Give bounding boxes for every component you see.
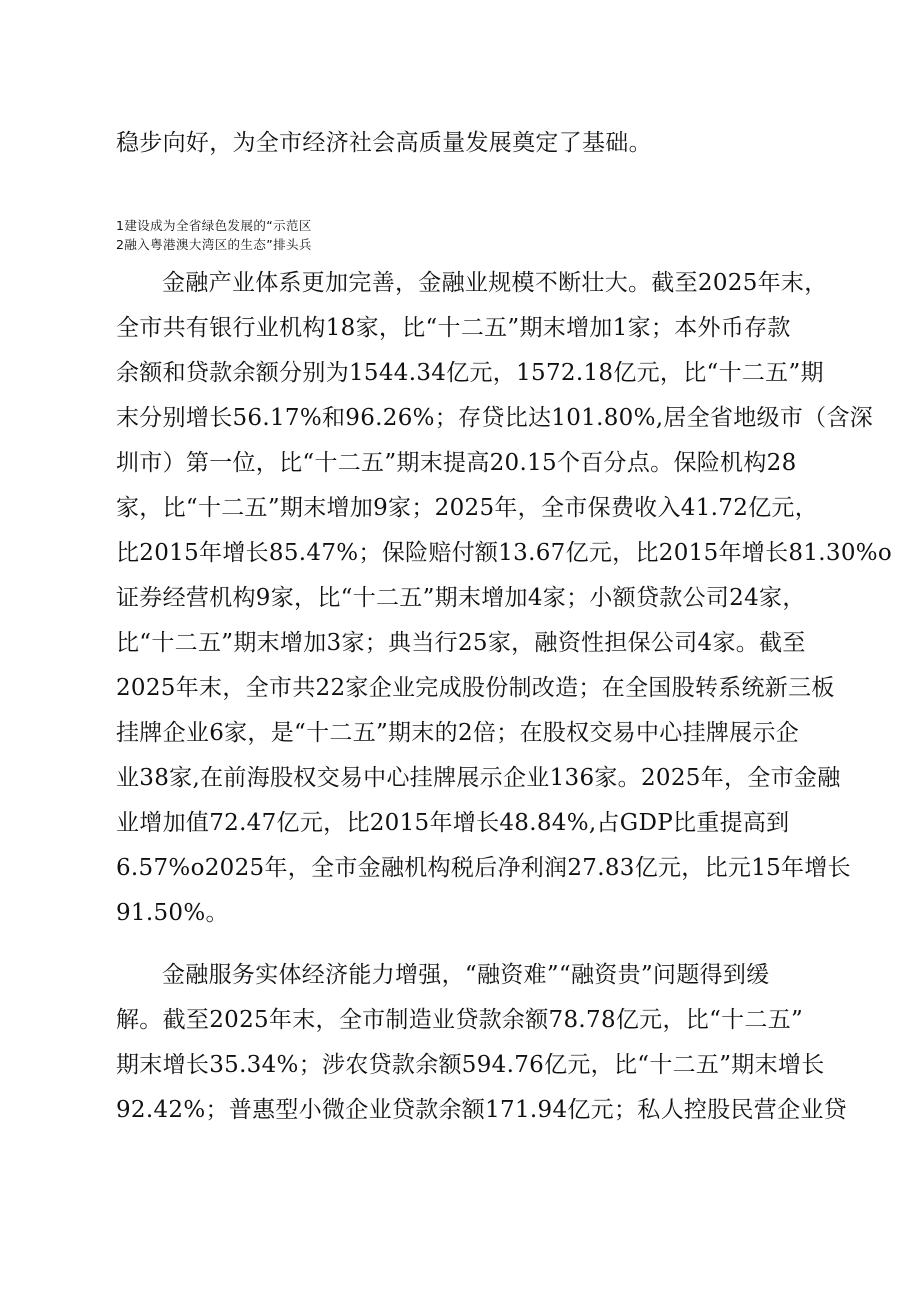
paragraph-line: 挂牌企业6家，是“十二五”期末的2倍；在股权交易中心挂牌展示企 [116, 720, 800, 746]
footnotes [116, 216, 312, 254]
paragraph-line: 末分别增长56.17%和96.26%；存贷比达101.80%,居全省地级市（含深 [116, 405, 874, 431]
paragraph-line: 92.42%；普惠型小微企业贷款余额171.94亿元；私人控股民营企业贷 [116, 1097, 847, 1123]
footnote-1: 1建设成为全省绿色发展的“示范区 [116, 218, 312, 233]
paragraph-line: 证券经营机构9家，比“十二五”期末增加4家；小额贷款公司24家， [116, 585, 806, 611]
paragraph-line: 业38家,在前海股权交易中心挂牌展示企业136家。2025年，全市金融 [116, 765, 841, 791]
paragraph-line: 家，比“十二五”期末增加9家；2025年，全市保费收入41.72亿元， [116, 495, 819, 521]
footnote-2: 2融入粤港澳大湾区的生态”排头兵 [116, 237, 312, 252]
paragraph-line: 91.50%。 [116, 900, 229, 926]
paragraph-line: 业增加值72.47亿元，比2015年增长48.84%,占GDP比重提高到 [116, 810, 790, 836]
paragraph-line: 圳市）第一位，比“十二五”期末提高20.15个百分点。保险机构28 [116, 450, 797, 476]
paragraph-line: 2025年末，全市共22家企业完成股份制改造；在全国股转系统新三板 [116, 675, 835, 701]
paragraph-line: 6.57%o2025年，全市金融机构税后净利润27.83亿元，比元15年增长 [116, 855, 851, 881]
paragraph-line: 全市共有银行业机构18家，比“十二五”期末增加1家；本外币存款 [116, 315, 791, 341]
paragraph-line: 余额和贷款余额分别为1544.34亿元，1572.18亿元，比“十二五”期 [116, 360, 824, 386]
paragraph-line: 期末增长35.34%；涉农贷款余额594.76亿元，比“十二五”期末增长 [116, 1052, 825, 1078]
paragraph-line: 金融产业体系更加完善，金融业规模不断壮大。截至2025年末， [162, 270, 828, 296]
paragraph-line: 金融服务实体经济能力增强，“融资难”“融资贵”问题得到缓 [162, 962, 770, 988]
continuation-line: 稳步向好，为全市经济社会高质量发展奠定了基础。 [116, 130, 652, 156]
paragraph-line: 比“十二五”期末增加3家；典当行25家，融资性担保公司4家。截至 [116, 630, 806, 656]
paragraph-line: 解。截至2025年末，全市制造业贷款余额78.78亿元，比“十二五” [116, 1007, 804, 1033]
paragraph-line: 比2015年增长85.47%；保险赔付额13.67亿元，比2015年增长81.30%o [116, 540, 893, 566]
